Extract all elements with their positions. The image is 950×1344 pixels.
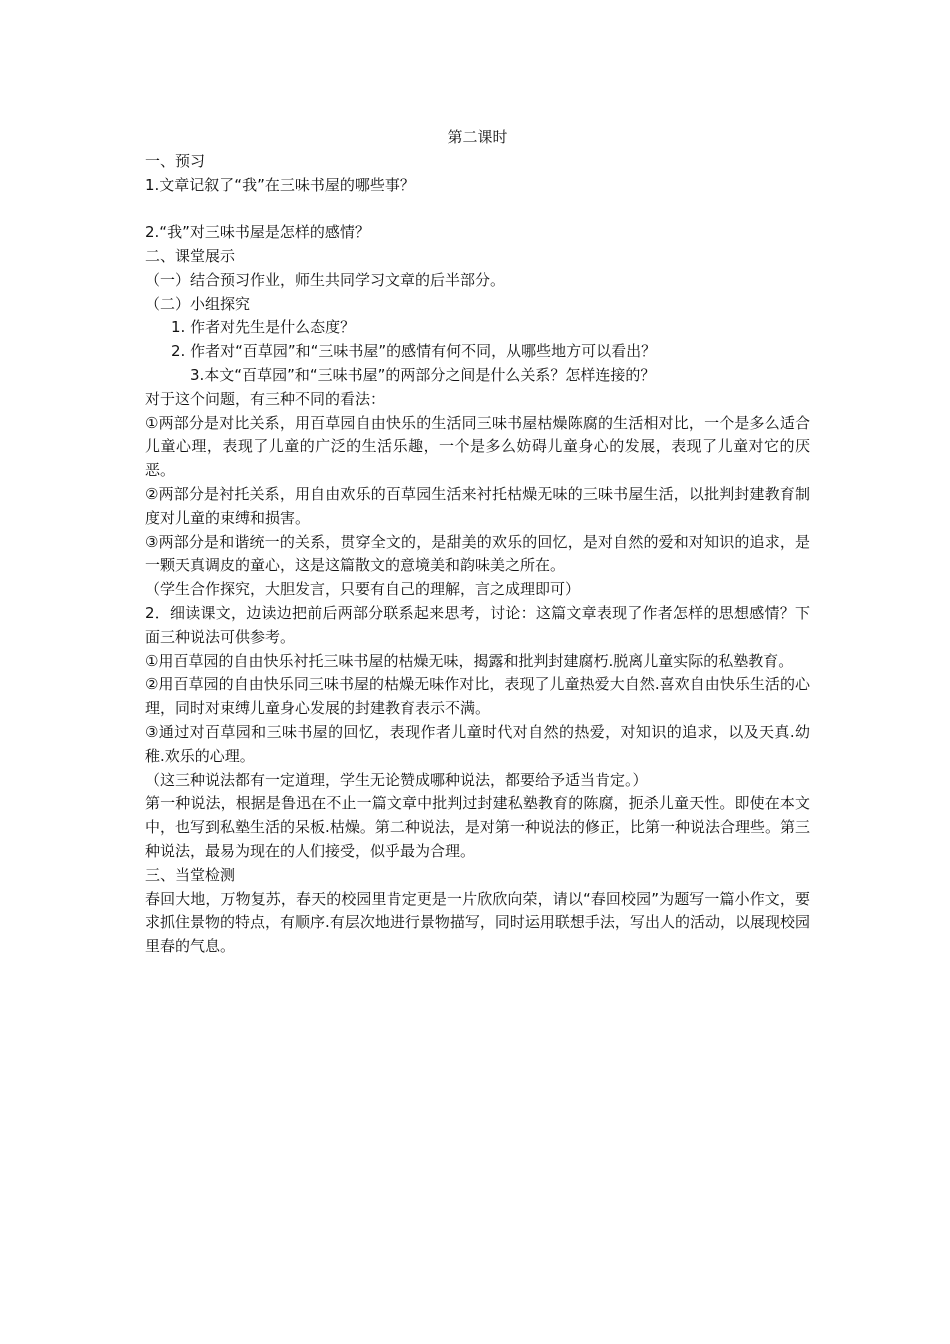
saying-1: ①用百草园的自由快乐衬托三味书屋的枯燥无味，揭露和批判封建腐朽.脱离儿童实际的私塾教育。 [145,651,794,670]
section-heading-classroom: 二、课堂展示 [145,246,236,265]
blank-answer-space [145,197,810,221]
view-3: ③两部分是和谐统一的关系，贯穿全文的，是甜美的欢乐的回忆，是对自然的爱和对知识的追求，是一颗天真调皮的童心，这是这篇散文的意境美和韵味美之所在。 [145,532,810,575]
saying-3: ③通过对百草园和三味书屋的回忆，表现作者儿童时代对自然的热爱，对知识的追求，以及天真.幼稚.欢乐的心理。 [145,722,810,765]
classroom-part-1: （一）结合预习作业，师生共同学习文章的后半部分。 [145,270,506,289]
writing-task: 春回大地，万物复苏，春天的校园里肯定更是一片欣欣向荣，请以“春回校园”为题写一篇小作文，要求抓住景物的特点，有顺序.有层次地进行景物描写，同时运用联想手法，写出人的活动，以展现校园里春的气息。 [145,889,810,956]
section-heading-preview: 一、预习 [145,151,206,170]
sayings-analysis: 第一种说法，根据是鲁迅在不止一篇文章中批判过封建私塾教育的陈腐，扼杀儿童天性。即使在本文中，也写到私塾生活的呆板.枯燥。第二种说法，是对第一种说法的修正，比第一种说法合理些。第三种说法，最易为现在的人们接受，似乎最为合理。 [145,794,810,860]
view-1: ①两部分是对比关系，用百草园自由快乐的生活同三味书屋枯燥陈腐的生活相对比，一个是多么适合儿童心理，表现了儿童的广泛的生活乐趣，一个是多么妨碍儿童身心的发展，表现了儿童对它的厌恶。 [145,413,810,480]
group-question-3: 3.本文“百草园”和“三味书屋”的两部分之间是什么关系？怎样连接的？ [190,365,656,384]
views-intro: 对于这个问题，有三种不同的看法： [145,389,386,408]
teacher-note-2: （这三种说法都有一定道理，学生无论赞成哪种说法，都要给予适当肯定。） [145,770,648,789]
preview-question-2: 2.“我”对三味书屋是怎样的感情？ [145,223,370,242]
saying-2: ②用百草园的自由快乐同三味书屋的枯燥无味作对比，表现了儿童热爱大自然.喜欢自由快乐生活的心理，同时对束缚儿童身心发展的封建教育表示不满。 [145,675,810,718]
view-2: ②两部分是衬托关系，用自由欢乐的百草园生活来衬托枯燥无味的三味书屋生活，以批判封建教育制度对儿童的束缚和损害。 [145,484,810,527]
preview-question-1: 1.文章记叙了“我”在三味书屋的哪些事？ [145,175,415,194]
classroom-part-2: （二）小组探究 [145,294,251,313]
section-heading-check: 三、当堂检测 [145,865,236,884]
discussion-item-2: 2．细读课文，边读边把前后两部分联系起来思考，讨论：这篇文章表现了作者怎样的思想感情？下面三种说法可供参考。 [145,603,810,646]
group-question-2: 2. 作者对“百草园”和“三味书屋”的感情有何不同，从哪些地方可以看出？ [171,342,657,361]
teacher-note-1: （学生合作探究，大胆发言，只要有自己的理解，言之成理即可） [145,580,581,599]
page-title: 第二课时 [447,128,508,146]
document-body [145,126,810,959]
group-question-1: 1. 作者对先生是什么态度？ [171,318,356,337]
